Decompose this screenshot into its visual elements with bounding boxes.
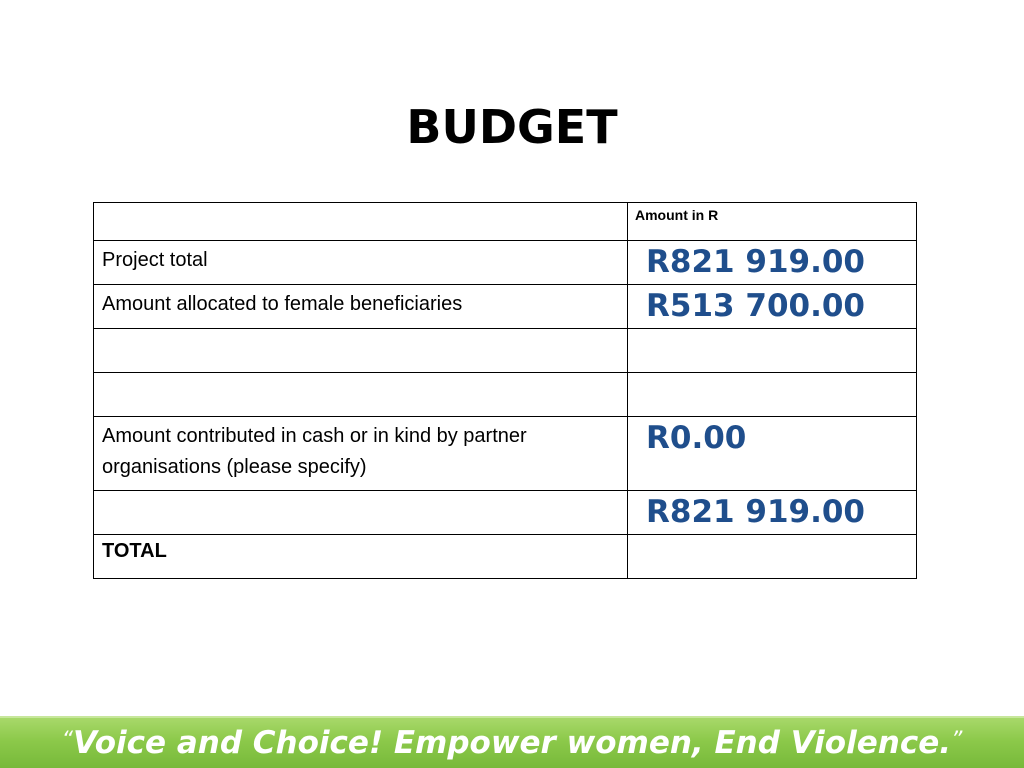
row-label-cell: [94, 491, 628, 535]
row-label-cell: [94, 535, 628, 579]
header-amount-label: Amount in R: [635, 207, 719, 223]
table-row-empty-1: [94, 329, 917, 373]
table-row-project-total: [94, 241, 917, 285]
row-label-subtotal: [94, 491, 627, 495]
open-quote-mark: “: [61, 728, 73, 753]
table-header-row: [94, 203, 917, 241]
slogan-text: Voice and Choice! Empower women, End Violence.: [72, 725, 951, 761]
row-amount-cell: [628, 535, 917, 579]
amount-project-total: R821 919.00: [646, 244, 865, 280]
row-amount-cell: [628, 417, 917, 491]
row-label-cell: [94, 285, 628, 329]
close-quote-mark: ”: [951, 728, 963, 753]
row-amount-cell: [628, 241, 917, 285]
row-amount-cell: [628, 373, 917, 417]
page-title: BUDGET: [406, 100, 618, 154]
row-label-cell: [94, 373, 628, 417]
row-label-female-beneficiaries: Amount allocated to female beneficiaries: [102, 293, 463, 315]
row-label-cell: [94, 329, 628, 373]
table-row-female-beneficiaries: [94, 285, 917, 329]
header-label-cell: [94, 203, 628, 241]
footer-banner: [0, 716, 1024, 768]
row-label-empty: [94, 329, 627, 333]
header-label: [94, 203, 627, 207]
row-label-partner-contribution: Amount contributed in cash or in kind by partner organisations (please specify): [102, 425, 527, 478]
row-label-total: TOTAL: [102, 540, 167, 562]
row-amount-cell: [628, 491, 917, 535]
row-amount-cell: [628, 285, 917, 329]
amount-subtotal: R821 919.00: [646, 494, 865, 530]
footer-slogan: [0, 725, 1024, 761]
row-amount-cell: [628, 329, 917, 373]
row-label-cell: [94, 417, 628, 491]
table-row-empty-2: [94, 373, 917, 417]
table-row-partner-contribution: [94, 417, 917, 491]
row-label-project-total: Project total: [102, 249, 208, 271]
table-row-total: [94, 535, 917, 579]
table-row-subtotal: [94, 491, 917, 535]
amount-female-beneficiaries: R513 700.00: [646, 288, 865, 324]
header-amount-cell: [628, 203, 917, 241]
row-label-empty: [94, 373, 627, 377]
row-label-cell: [94, 241, 628, 285]
amount-partner-contribution: R0.00: [646, 420, 747, 456]
budget-table: [93, 202, 917, 579]
